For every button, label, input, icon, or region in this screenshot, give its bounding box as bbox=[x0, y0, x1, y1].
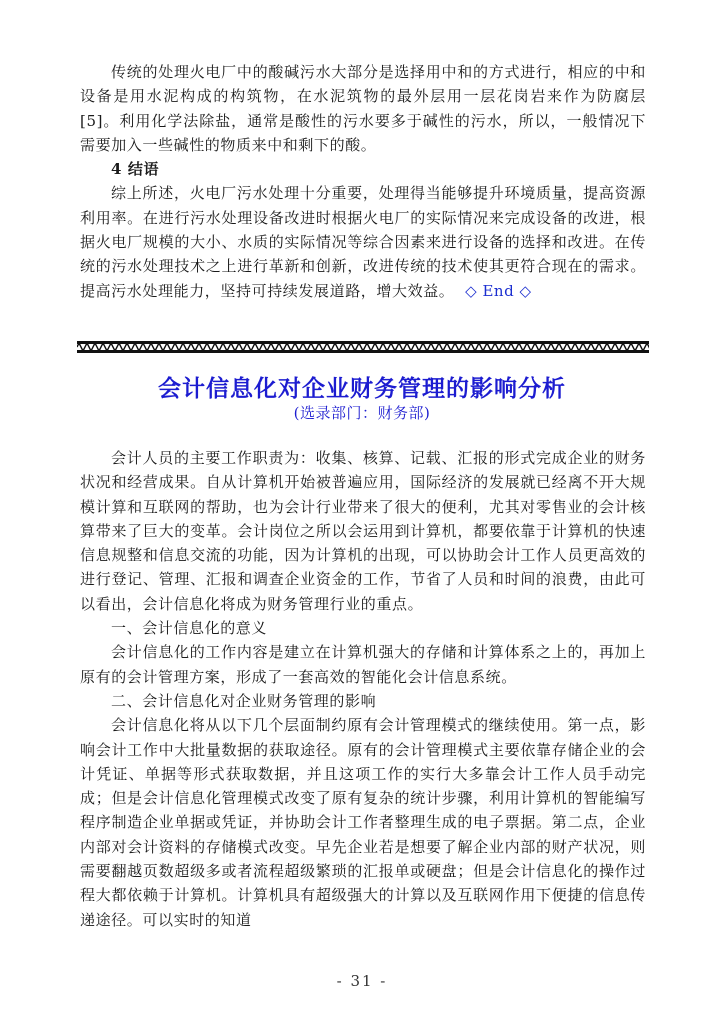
article-title: 会计信息化对企业财务管理的影响分析 bbox=[158, 376, 566, 402]
section-heading: 4 结语 bbox=[111, 160, 160, 179]
end-mark: ◇ End ◇ bbox=[465, 281, 532, 300]
paragraph-text: 综上所述，火电厂污水处理十分重要，处理得当能够提升环境质量，提高资源利用率。在进行污水处理设备改进时根据火电厂的实际情况来完成设备的改进，根据火电厂规模的大小、水质的实际情况等综合因素来进行设备的选择和改进。在传统的污水处理技术之上进行革新和创新，改进传统的技术使其更符合现在的需求。提高污水处理能力，坚持可持续发展道路，增大效益。 bbox=[80, 184, 646, 300]
previous-article-ending bbox=[80, 60, 646, 303]
paragraph: 会计信息化的工作内容是建立在计算机强大的存储和计算体系之上的，再加上原有的会计管理方案，形成了一套高效的智能化会计信息系统。 bbox=[80, 643, 646, 686]
paragraph: 会计信息化将从以下几个层面制约原有会计管理模式的继续使用。第一点，影响会计工作中大批量数据的获取途径。原有的会计管理模式主要依靠存储企业的会计凭证、单据等形式获取数据，并且这项工作的实行大多靠会计工作人员手动完成；但是会计信息化管理模式改变了原有复杂的统计步骤，利用计算机的智能编写程序制造企业单据或凭证，并协助会计工作者整理生成的电子票据。第二点，企业内部对会计资料的存储模式改变。早先企业若是想要了解企业内部的财产状况，则需要翻越页数超级多或者流程超级繁琐的汇报单或硬盘；但是会计信息化的操作过程大都依赖于计算机。计算机具有超级强大的计算以及互联网作用下便捷的信息传递途径。可以实时的知道 bbox=[80, 716, 646, 929]
page-number: - 31 - bbox=[336, 972, 388, 990]
paragraph: 传统的处理火电厂中的酸碱污水大部分是选择用中和的方式进行，相应的中和设备是用水泥构成的构筑物，在水泥筑物的最外层用一层花岗岩来作为防腐层[5]。利用化学法除盐，通常是酸性的污水要多于碱性的污水，所以，一般情况下需要加入一些碱性的物质来中和剩下的酸。 bbox=[80, 63, 646, 154]
section-divider bbox=[77, 337, 649, 357]
paragraph bbox=[80, 181, 646, 302]
divider-line-bottom bbox=[77, 350, 649, 353]
section-heading: 二、会计信息化对企业财务管理的影响 bbox=[111, 691, 377, 710]
paragraph: 会计人员的主要工作职责为：收集、核算、记载、汇报的形式完成企业的财务状况和经营成果。自从计算机开始被普遍应用，国际经济的发展就已经离不开大规模计算和互联网的帮助，也为会计行业带来了很大的便利，尤其对零售业的会计核算带来了巨大的变革。会计岗位之所以会运用到计算机，都要依靠于计算机的快速信息规整和信息交流的功能，因为计算机的出现，可以协助会计工作人员更高效的进行登记、管理、汇报和调查企业资金的工作，节省了人员和时间的浪费，由此可以看出，会计信息化将成为财务管理行业的重点。 bbox=[80, 449, 646, 613]
article-body bbox=[80, 446, 646, 932]
section-heading: 一、会计信息化的意义 bbox=[111, 619, 268, 638]
article-subtitle: (选录部门：财务部) bbox=[293, 404, 431, 422]
